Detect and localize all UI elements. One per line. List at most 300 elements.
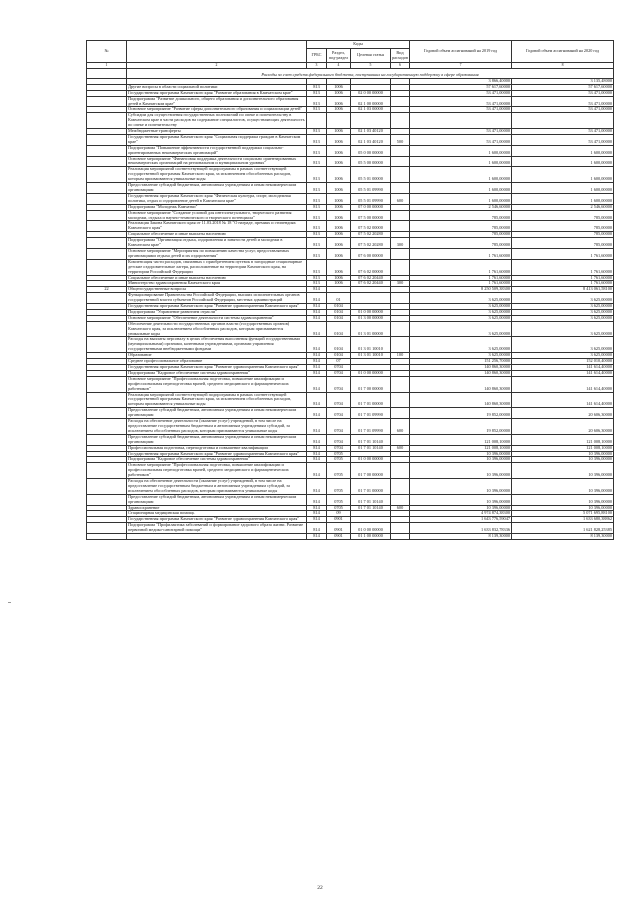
target-code-cell: 01 7 01 10140	[351, 445, 391, 451]
target-code-cell: 01 0 00 00000	[351, 457, 391, 463]
section-code-cell: 1006	[327, 232, 351, 238]
expense-type-cell	[391, 210, 410, 221]
table-row	[87, 337, 614, 353]
grbs-code-cell: 814	[307, 287, 327, 293]
row-number-cell	[87, 376, 127, 392]
grbs-code-cell: 813	[307, 129, 327, 135]
expense-type-cell	[391, 337, 410, 353]
header-target: Целевая статья	[351, 49, 391, 63]
amount-2019-cell: 1 761,60000	[410, 281, 512, 287]
amount-2020-cell: 141 614,40000	[512, 392, 614, 408]
table-row	[87, 193, 614, 204]
item-name-cell: Субсидии для осуществления государственных полномочий по опеке и попечительству в Камчатском крае в части расходов на содержание специалистов, осуществляющих деятельность по опеке и попечительству	[128, 112, 305, 128]
row-number-cell	[87, 463, 127, 479]
index-cell: 7	[410, 63, 512, 69]
amount-2020-cell: 1 621 828,25385	[512, 523, 614, 534]
table-row	[87, 96, 614, 107]
amount-2020-cell: 3 625,00000	[512, 309, 614, 315]
grbs-code-cell: 813	[307, 210, 327, 221]
grbs-code-cell: 814	[307, 321, 327, 337]
target-code-cell: 02 1 03 40120	[351, 129, 391, 135]
target-code-cell: 05 5 01 09990	[351, 183, 391, 194]
section-code-cell: 0704	[327, 365, 351, 371]
table-row	[87, 134, 614, 145]
amount-2020-cell: 1 600,00000	[512, 156, 614, 167]
amount-2020-cell: 3 625,00000	[512, 353, 614, 359]
amount-2019-cell: 3 625,00000	[410, 315, 512, 321]
amount-2020-cell: 785,00000	[512, 232, 614, 238]
expense-type-cell: 300	[391, 281, 410, 287]
amount-2019-cell: 10 396,00000	[410, 451, 512, 457]
section-code-cell: 1006	[327, 193, 351, 204]
expense-type-cell	[391, 534, 410, 540]
expense-type-cell	[391, 248, 410, 259]
amount-2019-cell: 121 008,10000	[410, 445, 512, 451]
grbs-code-cell: 814	[307, 523, 327, 534]
table-row	[87, 145, 614, 156]
item-name-cell: Государственная программа Камчатского края "Социальная поддержка граждан в Камчатском крае"	[127, 134, 307, 145]
amount-2020-cell: 3 625,00000	[512, 293, 614, 304]
grbs-code-cell	[307, 113, 327, 129]
section-code-cell: 1006	[327, 204, 351, 210]
amount-2019-cell: 10 396,00000	[410, 463, 512, 479]
row-number-cell	[87, 534, 127, 540]
row-number-cell	[87, 167, 127, 183]
section-code-cell: 0104	[327, 315, 351, 321]
section-code-cell: 07	[327, 359, 351, 365]
item-name-cell: Основное мероприятие "Мероприятия по повышению качества услуг, предоставляемых организациями отдыха детей и их оздоровления"	[127, 248, 307, 259]
amount-2020-cell: 121 008,10000	[512, 445, 614, 451]
grbs-code-cell: 814	[307, 353, 327, 359]
item-name-cell: Предоставление субсидий бюджетным, автономным учреждениям и иным некоммерческим организациям	[127, 183, 307, 194]
amount-2020-cell: 53 471,00000	[512, 129, 614, 135]
table-row	[87, 376, 614, 392]
amount-2020-cell: 141 614,40000	[512, 370, 614, 376]
section-code-cell: 1006	[327, 134, 351, 145]
amount-2020-cell: 3 135,48000	[512, 78, 614, 84]
amount-2020-cell: 152 010,40000	[512, 359, 614, 365]
grbs-code-cell: 813	[307, 167, 327, 183]
expense-type-cell	[391, 376, 410, 392]
amount-2019-cell: 3 625,00000	[410, 304, 512, 310]
amount-2019-cell: 57 617,60000	[410, 84, 512, 90]
grbs-code-cell: 813	[307, 275, 327, 281]
item-name-cell: Расходы на обеспечение деятельности (оказание услуг) учреждений, в том числе на предоставление государственным бюджетным и автономным учреждениям субсидий, за исключением обособленных расходов, которым присваиваются уникальные коды	[127, 479, 307, 495]
target-code-cell: 07 6 00 00000	[351, 248, 391, 259]
amount-2019-cell: 53 471,00000	[410, 134, 512, 145]
grbs-code-cell: 813	[307, 90, 327, 96]
expense-type-cell	[391, 113, 410, 129]
amount-2019-cell: 8 250 509,38300	[410, 287, 512, 293]
item-name-cell: Основное мероприятие "Профессиональная подготовка, повышение квалификации и профессиональная переподготовка врачей, среднего медицинского и фармацевтических работников"	[127, 463, 307, 479]
table-row	[87, 419, 614, 435]
index-cell: 1	[87, 63, 127, 69]
grbs-code-cell: 813	[307, 134, 327, 145]
section-code-cell: 0104	[327, 321, 351, 337]
amount-2019-cell: 140 860,30000	[410, 392, 512, 408]
table-row	[87, 248, 614, 259]
target-code-cell: 07 5 02 20280	[351, 238, 391, 249]
row-number-cell	[87, 494, 127, 505]
amount-2019-cell: 785,00000	[410, 210, 512, 221]
amount-2019-cell: 2 546,60000	[410, 204, 512, 210]
row-number-cell	[87, 96, 127, 107]
table-row	[87, 408, 614, 419]
amount-2019-cell: 140 860,30000	[410, 370, 512, 376]
target-code-cell: 01 1 00 00000	[351, 534, 391, 540]
grbs-code-cell: 813	[307, 156, 327, 167]
amount-2019-cell: 785,00000	[410, 238, 512, 249]
expense-type-cell: 600	[391, 419, 410, 435]
target-code-cell: 01 7 01 09990	[351, 419, 391, 435]
table-row	[87, 463, 614, 479]
amount-2020-cell: 785,00000	[512, 238, 614, 249]
item-name-cell: Подпрограмма "Профилактика заболеваний и формирование здорового образа жизни. Развитие первичной медико-санитарной помощи"	[127, 523, 307, 534]
item-name-cell: Государственная программа Камчатского края "Развитие здравоохранения Камчатского края"	[127, 304, 307, 310]
grbs-code-cell: 814	[307, 376, 327, 392]
expense-type-cell	[391, 523, 410, 534]
grbs-code-cell: 814	[307, 445, 327, 451]
amount-2019-cell: 1 761,60000	[410, 275, 512, 281]
section-code-cell: 09	[327, 511, 351, 517]
amount-2020-cell: 5 071 695,88100	[512, 511, 614, 517]
section-caption: Расходы за счет средств федерального бюджета, поступивших на государственную поддержку в сфере образования	[127, 68, 614, 78]
grbs-code-cell: 813	[307, 248, 327, 259]
table-row	[87, 68, 614, 78]
amount-2020-cell	[512, 113, 614, 129]
amount-2020-cell: 8 139,30000	[512, 534, 614, 540]
amount-2019-cell: 3 625,00000	[410, 321, 512, 337]
section-code-cell: 0104	[327, 304, 351, 310]
amount-2019-cell: 140 860,30000	[410, 365, 512, 371]
item-name-cell: Предоставление субсидий бюджетным, автономным учреждениям и иным некоммерческим организациям	[127, 434, 307, 445]
amount-2020-cell: 1 600,00000	[512, 193, 614, 204]
amount-2019-cell: 151 256,70000	[410, 359, 512, 365]
target-code-cell: 01 3 01 00000	[351, 321, 391, 337]
amount-2019-cell	[410, 113, 512, 129]
amount-2020-cell: 57 617,60000	[512, 84, 614, 90]
amount-2019-cell: 1 600,00000	[410, 156, 512, 167]
section-code-cell: 1006	[327, 156, 351, 167]
item-name-cell: Реализация мероприятий соответствующей подпрограммы в рамках соответствующей государственной программы Камчатского края, за исключением обособленных расходов, которым присваиваются уникальные коды	[127, 167, 307, 183]
expense-type-cell: 600	[391, 193, 410, 204]
row-number-cell	[87, 248, 127, 259]
amount-2019-cell: 10 396,00000	[410, 494, 512, 505]
amount-2020-cell: 53 471,00000	[512, 96, 614, 107]
section-code-cell: 1006	[327, 96, 351, 107]
section-code-cell: 0901	[327, 523, 351, 534]
table-row	[87, 210, 614, 221]
section-code-cell: 0705	[327, 457, 351, 463]
amount-2020-cell: 785,00000	[512, 221, 614, 232]
index-cell: 5	[351, 63, 391, 69]
section-code-cell: 0704	[327, 370, 351, 376]
section-code-cell: 0705	[327, 494, 351, 505]
expense-type-cell	[391, 321, 410, 337]
item-name-cell: Основное мероприятие "Обеспечение деятельности системы здравоохранения"	[127, 315, 307, 321]
amount-2020-cell: 53 471,00000	[512, 90, 614, 96]
amount-2020-cell: 10 396,00000	[512, 479, 614, 495]
header-2020: Годовой объем ассигнований на 2020 год	[512, 41, 614, 63]
amount-2019-cell: 785,00000	[410, 232, 512, 238]
item-name-cell: Профессиональная подготовка, переподготовка и повышение квалификации	[127, 445, 307, 451]
section-code-cell: 0705	[327, 451, 351, 457]
target-code-cell: 01 3 01 10010	[351, 337, 391, 353]
amount-2020-cell: 10 396,00000	[512, 505, 614, 511]
amount-2019-cell: 4 974 874,38300	[410, 511, 512, 517]
section-code-cell: 1006	[327, 210, 351, 221]
amount-2019-cell: 1 600,00000	[410, 167, 512, 183]
item-name-cell: Подпрограмма "Управление развитием отрасли"	[127, 309, 307, 315]
row-number-cell: 22	[87, 287, 127, 293]
grbs-code-cell: 813	[307, 107, 327, 113]
item-name-cell: Подпрограмма "Повышение эффективности государственной поддержки социально-ориентированных некоммерческих организаций"	[127, 145, 307, 156]
amount-2020-cell: 141 614,40000	[512, 365, 614, 371]
target-code-cell: 05 5 00 00000	[351, 156, 391, 167]
header-section: Раздел, под-раздел	[327, 49, 351, 63]
section-code-cell: 0901	[327, 534, 351, 540]
grbs-code-cell: 814	[307, 309, 327, 315]
expense-type-cell	[391, 96, 410, 107]
item-name-cell: Предоставление субсидий бюджетным, автономным учреждениям и иным некоммерческим организациям	[127, 408, 307, 419]
header-type: Вид расходов	[391, 49, 410, 63]
grbs-code-cell: 814	[307, 293, 327, 304]
section-code-cell: 01	[327, 293, 351, 304]
target-code-cell: 07 6 02 20440	[351, 275, 391, 281]
expense-type-cell	[391, 434, 410, 445]
row-number-cell	[87, 419, 127, 435]
expense-type-cell	[391, 259, 410, 275]
section-code-cell: 0901	[327, 517, 351, 523]
amount-2019-cell: 53 471,00000	[410, 107, 512, 113]
grbs-code-cell: 814	[307, 365, 327, 371]
section-code-cell: 1006	[327, 183, 351, 194]
expense-type-cell: 500	[391, 134, 410, 145]
target-code-cell: 07 6 02 00000	[351, 259, 391, 275]
item-name-cell	[127, 534, 307, 540]
page-number: 22	[317, 885, 323, 891]
amount-2020-cell: 10 396,00000	[512, 463, 614, 479]
target-code-cell	[351, 293, 391, 304]
section-code-cell: 0704	[327, 376, 351, 392]
table-row	[87, 434, 614, 445]
row-number-cell	[87, 113, 127, 129]
target-code-cell: 02 1 03 00000	[351, 107, 391, 113]
row-number-cell	[87, 259, 127, 275]
amount-2020-cell: 2 546,60000	[512, 204, 614, 210]
grbs-code-cell: 813	[307, 84, 327, 90]
amount-2020-cell: 1 761,60000	[512, 248, 614, 259]
amount-2019-cell: 1 600,00000	[410, 193, 512, 204]
amount-2019-cell: 1 633 832,78336	[410, 523, 512, 534]
target-code-cell: 01 3 01 10010	[351, 353, 391, 359]
grbs-code-cell: 814	[307, 494, 327, 505]
amount-2020-cell: 53 471,00000	[512, 134, 614, 145]
header-2019: Годовой объем ассигнований на 2019 год	[410, 41, 512, 63]
amount-2019-cell: 140 860,30000	[410, 376, 512, 392]
row-number-cell	[87, 183, 127, 194]
section-code-cell: 1006	[327, 238, 351, 249]
section-code-cell: 0705	[327, 505, 351, 511]
amount-2019-cell: 53 471,00000	[410, 96, 512, 107]
amount-2019-cell: 1 761,60000	[410, 259, 512, 275]
table-row	[87, 113, 614, 129]
table-row	[87, 259, 614, 275]
item-name-cell: Другие вопросы в области социальной политики	[127, 84, 307, 90]
expense-type-cell	[391, 494, 410, 505]
amount-2020-cell: 20 606,30000	[512, 419, 614, 435]
section-code-cell: 0104	[327, 309, 351, 315]
section-code-cell: 0704	[327, 408, 351, 419]
grbs-code-cell: 813	[307, 204, 327, 210]
target-code-cell	[351, 113, 391, 129]
section-code-cell: 1006	[327, 281, 351, 287]
amount-2020-cell: 8 413 061,58100	[512, 287, 614, 293]
expense-type-cell	[391, 183, 410, 194]
target-code-cell: 01 7 01 00000	[351, 392, 391, 408]
item-name-cell: Государственная программа Камчатского края "Развитие образования в Камчатском крае"	[127, 90, 307, 96]
grbs-code-cell: 813	[307, 145, 327, 156]
item-name-cell: Среднее профессиональное образование	[127, 359, 307, 365]
table-row	[87, 156, 614, 167]
amount-2020-cell: 10 396,00000	[512, 457, 614, 463]
index-cell: 6	[391, 63, 410, 69]
table-row	[87, 479, 614, 495]
target-code-cell: 01 3 00 00000	[351, 315, 391, 321]
item-name-cell: Компенсация части расходов, связанных с приобретением путевок в загородные стационарные детские оздоровительные лагеря, расположенные на территории Камчатского края, на территории Российской Федерации	[127, 259, 307, 275]
target-code-cell: 01 7 01 09990	[351, 408, 391, 419]
amount-2020-cell: 785,00000	[512, 210, 614, 221]
budget-table	[86, 40, 614, 540]
section-code-cell: 1006	[327, 221, 351, 232]
grbs-code-cell: 814	[307, 451, 327, 457]
grbs-code-cell: 814	[307, 419, 327, 435]
item-name-cell: Подпрограмма "Развитие дошкольного, общего образования и дополнительного образования детей в Камчатском крае"	[127, 96, 307, 107]
item-name-cell: Основное мероприятие "Создание условий для интеллектуального, творческого развития молодежи, отдыха и научно-технического и творческого потенциала"	[127, 210, 307, 221]
expense-type-cell	[391, 221, 410, 232]
table-row	[87, 494, 614, 505]
item-name-cell: Подпрограмма "Кадровое обеспечение системы здравоохранения"	[127, 370, 307, 376]
amount-2020-cell: 1 633 680,38862	[512, 517, 614, 523]
grbs-code-cell: 813	[307, 281, 327, 287]
grbs-code-cell: 813	[307, 238, 327, 249]
amount-2020-cell: 3 625,00000	[512, 315, 614, 321]
target-code-cell: 07 6 02 20440	[351, 281, 391, 287]
item-name-cell: Здравоохранение	[127, 505, 307, 511]
item-name-cell: Министерство здравоохранения Камчатского края	[127, 281, 307, 287]
section-code-cell: 1006	[327, 145, 351, 156]
target-code-cell: 01 0 00 00000	[351, 309, 391, 315]
row-number-cell	[87, 434, 127, 445]
target-code-cell: 01 7 00 00000	[351, 376, 391, 392]
section-code-cell: 0704	[327, 434, 351, 445]
item-name-cell: Государственная программа Камчатского края "Развитие здравоохранения Камчатского края"	[127, 365, 307, 371]
grbs-code-cell: 814	[307, 359, 327, 365]
item-name-cell: Основное мероприятие "Финансовая поддержка деятельности социально ориентированных некоммерческих организаций на региональном и муниципальном уровнях"	[127, 156, 307, 167]
table-row	[87, 293, 614, 304]
expense-type-cell	[391, 167, 410, 183]
grbs-code-cell: 814	[307, 337, 327, 353]
item-name-cell: Государственная программа Камчатского края "Физическая культура, спорт, молодежная политика, отдых и оздоровление детей в Камчатском крае"	[127, 193, 307, 204]
grbs-code-cell: 814	[307, 517, 327, 523]
grbs-code-cell: 814	[307, 534, 327, 540]
section-code-cell: 1006	[327, 107, 351, 113]
row-number-cell	[87, 408, 127, 419]
target-code-cell: 01 7 01 10140	[351, 434, 391, 445]
section-code-cell: 0705	[327, 479, 351, 495]
item-name-cell: Общегосударственные вопросы	[127, 287, 307, 293]
target-code-cell: 01 7 00 00000	[351, 463, 391, 479]
amount-2020-cell: 121 008,10000	[512, 434, 614, 445]
index-cell: 4	[327, 63, 351, 69]
amount-2019-cell: 3 625,00000	[410, 293, 512, 304]
item-name-cell: Расходы на обеспечение деятельности (оказание услуг) учреждений, в том числе на предоставление государственным бюджетным и автономным учреждениям субсидий, за исключением обособленных расходов, которым присваиваются уникальные коды	[127, 419, 307, 435]
index-cell: 8	[512, 63, 614, 69]
section-code-cell: 0704	[327, 419, 351, 435]
row-number-cell	[87, 156, 127, 167]
row-number-cell	[87, 479, 127, 495]
target-code-cell: 07 5 02 00000	[351, 221, 391, 232]
amount-2019-cell: 3 625,00000	[410, 337, 512, 353]
header-codes: Коды	[307, 41, 410, 49]
amount-2019-cell: 1 643 776,59047	[410, 517, 512, 523]
expense-type-cell	[391, 392, 410, 408]
index-cell: 2	[127, 63, 307, 69]
amount-2020-cell: 1 600,00000	[512, 145, 614, 156]
amount-2020-cell: 10 396,00000	[512, 451, 614, 457]
target-code-cell: 01 7 01 10140	[351, 494, 391, 505]
grbs-code-cell: 813	[307, 183, 327, 194]
budget-table-sheet	[86, 40, 613, 540]
amount-2019-cell: 8 139,30000	[410, 534, 512, 540]
section-code-cell: 1006	[327, 259, 351, 275]
item-name-cell: Функционирование Правительства Российской Федерации, высших исполнительных органов государственной власти субъектов Российской Федерации, местных администраций	[127, 293, 307, 304]
amount-2019-cell: 785,00000	[410, 221, 512, 232]
item-name-cell: Государственная программа Камчатского края "Развитие здравоохранения Камчатского края"	[127, 517, 307, 523]
section-code-cell: 0104	[327, 353, 351, 359]
grbs-code-cell: 814	[307, 511, 327, 517]
amount-2020-cell: 53 471,00000	[512, 107, 614, 113]
section-code-cell: 1006	[327, 248, 351, 259]
row-number-cell	[87, 221, 127, 232]
target-code-cell: 01 7 01 10140	[351, 505, 391, 511]
table-row	[87, 534, 614, 540]
item-name-cell: Подпрограмма "Организация отдыха, оздоровления и занятости детей и молодежи в Камчатском крае"	[127, 238, 307, 249]
amount-2020-cell: 3 625,00000	[512, 337, 614, 353]
expense-type-cell	[391, 408, 410, 419]
item-name-cell: Предоставление субсидий бюджетным, автономным учреждениям и иным некоммерческим организациям	[127, 494, 307, 505]
target-code-cell: 05 5 01 09990	[351, 193, 391, 204]
item-name-cell: Социальное обеспечение и иные выплаты населению	[127, 275, 307, 281]
item-name-cell: Основное мероприятие "Профессиональная подготовка, повышение квалификации и профессиональная переподготовка врачей, среднего медицинского и фармацевтических работников"	[127, 376, 307, 392]
amount-2019-cell: 121 008,10000	[410, 434, 512, 445]
table-row	[87, 321, 614, 337]
row-number-cell	[87, 193, 127, 204]
item-name-cell: Основное мероприятие "Развитие сферы дополнительного образования и социализации детей"	[127, 107, 307, 113]
expense-type-cell: 300	[391, 238, 410, 249]
amount-2020-cell: 1 761,60000	[512, 275, 614, 281]
section-code-cell: 1006	[327, 90, 351, 96]
section-code-cell: 0104	[327, 337, 351, 353]
header-name	[127, 41, 307, 63]
row-number-cell	[87, 134, 127, 145]
expense-type-cell	[391, 463, 410, 479]
grbs-code-cell: 813	[307, 96, 327, 107]
expense-type-cell	[391, 156, 410, 167]
row-number-cell	[87, 392, 127, 408]
item-name-cell: Расходы на выплаты персоналу в целях обеспечения выполнения функций государственными (муниципальными) органами, казенными учреждениями, органами управления государственными внебюджетными фондами	[127, 337, 307, 353]
section-code-cell: 0704	[327, 445, 351, 451]
